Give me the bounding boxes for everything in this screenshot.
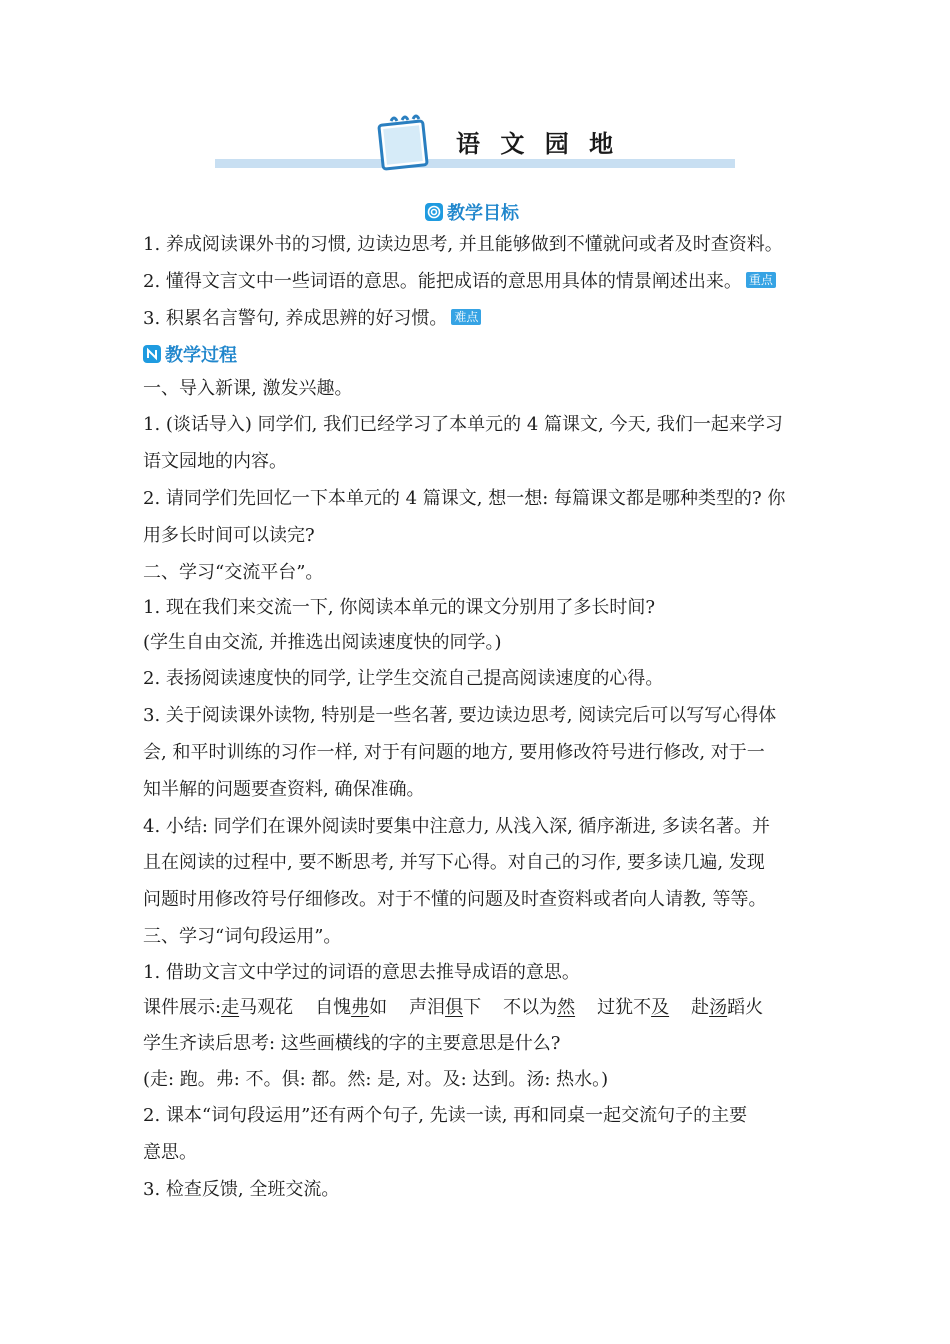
text-line: 语文园地的内容。 xyxy=(143,451,287,472)
idiom: 不以为然 xyxy=(503,997,576,1018)
process-title: 教学过程 xyxy=(165,345,237,366)
target-icon xyxy=(425,203,443,221)
text-line: (学生自由交流, 并推选出阅读速度快的同学。) xyxy=(143,632,502,653)
text-line: 2. 课本“词句段运用”还有两个句子, 先读一读, 再和同桌一起交流句子的主要 xyxy=(143,1105,748,1126)
text-line: 一、导入新课, 激发兴趣。 xyxy=(143,378,353,399)
text-line: 知半解的问题要查资料, 确保准确。 xyxy=(143,779,425,800)
objective-item xyxy=(143,309,481,329)
text-line: 且在阅读的过程中, 要不断思考, 并写下心得。对自己的习作, 要多读几遍, 发现 xyxy=(143,852,765,873)
text-line: 4. 小结: 同学们在课外阅读时要集中注意力, 从浅入深, 循序渐进, 多读名著。并 xyxy=(143,816,771,837)
text-line: 二、学习“交流平台”。 xyxy=(143,562,324,583)
page-header xyxy=(0,0,950,180)
text-line: 会, 和平时训练的习作一样, 对于有问题的地方, 要用修改符号进行修改, 对于一 xyxy=(143,742,765,763)
key-point-badge: 重点 xyxy=(746,272,776,288)
idiom: 声泪俱下 xyxy=(409,997,482,1018)
objectives-heading xyxy=(425,199,519,225)
idiom: 自愧弗如 xyxy=(315,997,388,1018)
text-line: 2. 请同学们先回忆一下本单元的 4 篇课文, 想一想: 每篇课文都是哪种类型的? 你 xyxy=(143,488,786,509)
courseware-label: 课件展示: xyxy=(143,997,222,1018)
objective-text: 1. 养成阅读课外书的习惯, 边读边思考, 并且能够做到不懂就问或者及时查资料。 xyxy=(143,234,783,255)
text-line: 1. 现在我们来交流一下, 你阅读本单元的课文分别用了多长时间? xyxy=(143,597,655,618)
text-line: 意思。 xyxy=(143,1142,197,1163)
text-line: 3. 关于阅读课外读物, 特别是一些名著, 要边读边思考, 阅读完后可以写写心得体 xyxy=(143,705,777,726)
objectives-title: 教学目标 xyxy=(447,203,519,224)
text-line: 问题时用修改符号仔细修改。对于不懂的问题及时查资料或者向人请教, 等等。 xyxy=(143,889,767,910)
text-line: 学生齐读后思考: 这些画横线的字的主要意思是什么? xyxy=(143,1033,561,1054)
objective-text: 2. 懂得文言文中一些词语的意思。能把成语的意思用具体的情景阐述出来。 xyxy=(143,271,742,292)
text-line: 1. (谈话导入) 同学们, 我们已经学习了本单元的 4 篇课文, 今天, 我们一起来学习 xyxy=(143,414,783,435)
process-icon xyxy=(143,345,161,363)
process-heading xyxy=(143,341,237,367)
text-line: 1. 借助文言文中学过的词语的意思去推导成语的意思。 xyxy=(143,962,580,983)
text-line: 用多长时间可以读完? xyxy=(143,525,315,546)
idiom: 走马观花 xyxy=(221,997,294,1018)
idiom: 赴汤蹈火 xyxy=(691,997,764,1018)
notepad-icon xyxy=(375,113,433,171)
idiom: 过犹不及 xyxy=(597,997,670,1018)
text-line: (走: 跑。弗: 不。俱: 都。然: 是, 对。及: 达到。汤: 热水。) xyxy=(143,1069,609,1090)
header-underline-bar xyxy=(215,159,735,168)
courseware-line xyxy=(143,998,763,1018)
text-line: 3. 检查反馈, 全班交流。 xyxy=(143,1179,340,1200)
difficulty-badge: 难点 xyxy=(451,309,481,325)
objective-item xyxy=(143,235,783,255)
text-line: 三、学习“词句段运用”。 xyxy=(143,926,342,947)
text-line: 2. 表扬阅读速度快的同学, 让学生交流自己提高阅读速度的心得。 xyxy=(143,668,664,689)
objective-text: 3. 积累名言警句, 养成思辨的好习惯。 xyxy=(143,308,448,329)
objective-item xyxy=(143,272,776,292)
page-title: 语 文 园 地 xyxy=(456,130,620,158)
